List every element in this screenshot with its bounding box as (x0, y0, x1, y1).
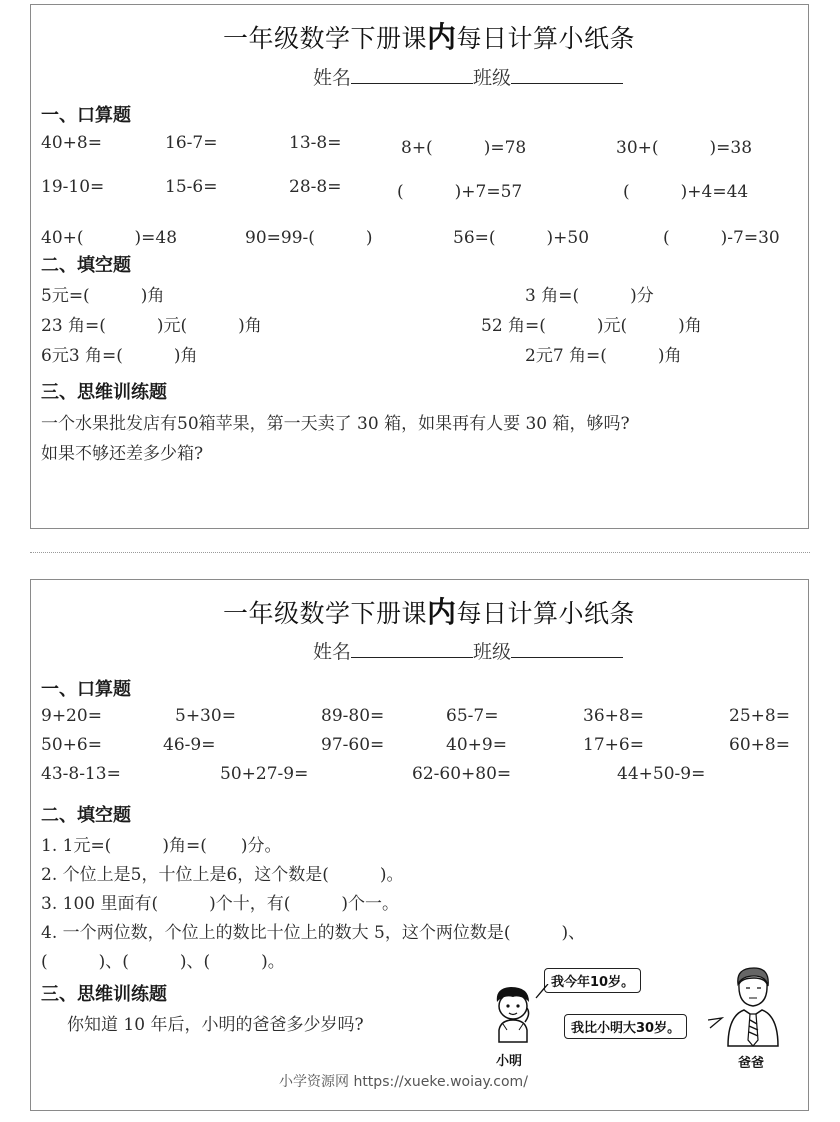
fill-item: 5元=( )角 (41, 286, 165, 306)
illustration (486, 962, 806, 1072)
cut-line-divider (30, 552, 810, 553)
speech-tail-icon (708, 1016, 724, 1032)
name-class-row (313, 63, 623, 90)
worksheet-1 (30, 4, 809, 529)
problem: ( )-7=30 (663, 228, 780, 248)
problem: 40+8= (41, 133, 102, 153)
problem: 28-8= (289, 177, 342, 197)
problem: 25+8= (729, 706, 790, 726)
boy-figure-icon (489, 984, 537, 1044)
name-blank[interactable] (351, 83, 473, 84)
problem: 40+9= (446, 735, 507, 755)
worksheet-title: 一年级数学下册课内每日计算小纸条 (223, 20, 636, 54)
problem: 15-6= (165, 177, 218, 197)
class-blank[interactable] (511, 657, 623, 658)
problem: 16-7= (165, 133, 218, 153)
word-problem-line: 一个水果批发店有50箱苹果，第一天卖了 30 箱，如果再有人要 30 箱，够吗? (41, 414, 630, 434)
name-class-row (313, 637, 623, 664)
fill-item: 3 角=( )分 (525, 286, 654, 306)
problem: 8+( )=78 (401, 138, 527, 158)
dad-figure-icon (724, 964, 782, 1048)
section-heading-oral-calc: 一、口算题 (41, 105, 131, 126)
worksheet-2 (30, 579, 809, 1111)
class-blank[interactable] (511, 83, 623, 84)
section-heading-thinking: 三、思维训练题 (41, 382, 167, 403)
problem: 17+6= (583, 735, 644, 755)
word-problem: 你知道 10 年后，小明的爸爸多少岁吗? (67, 1015, 364, 1035)
problem: ( )+7=57 (397, 182, 523, 202)
section-heading-thinking: 三、思维训练题 (41, 984, 167, 1005)
problem: 97-60= (321, 735, 385, 755)
dad-label: 爸爸 (738, 1056, 765, 1071)
class-label: 班级 (473, 67, 512, 89)
boy-label: 小明 (496, 1054, 523, 1069)
problem: ( )+4=44 (623, 182, 749, 202)
problem: 5+30= (175, 706, 236, 726)
problem: 46-9= (163, 735, 216, 755)
problem: 43-8-13= (41, 764, 121, 784)
problem: 44+50-9= (617, 764, 706, 784)
footer-source-text: 小学资源网 https://xueke.woiay.com/ (279, 1074, 528, 1090)
name-blank[interactable] (351, 657, 473, 658)
problem: 40+( )=48 (41, 228, 178, 248)
name-label: 姓名 (313, 67, 352, 89)
problem: 90=99-( ) (245, 228, 373, 248)
section-heading-oral-calc: 一、口算题 (41, 679, 131, 700)
fill-item: 2. 个位上是5，十位上是6，这个数是( )。 (41, 865, 404, 885)
fill-item: ( )、( )、( )。 (41, 952, 285, 972)
section-heading-fill-blank: 二、填空题 (41, 805, 131, 826)
worksheet-title: 一年级数学下册课内每日计算小纸条 (223, 595, 636, 629)
problem: 13-8= (289, 133, 342, 153)
problem: 60+8= (729, 735, 790, 755)
name-label: 姓名 (313, 641, 352, 663)
fill-item: 3. 100 里面有( )个十，有( )个一。 (41, 894, 400, 914)
problem: 89-80= (321, 706, 385, 726)
fill-item: 2元7 角=( )角 (525, 346, 682, 366)
fill-item: 52 角=( )元( )角 (481, 316, 702, 336)
speech-tail-icon (534, 984, 550, 1000)
class-label: 班级 (473, 641, 512, 663)
problem: 56=( )+50 (453, 228, 590, 248)
section-heading-fill-blank: 二、填空题 (41, 255, 131, 276)
fill-item: 23 角=( )元( )角 (41, 316, 262, 336)
problem: 9+20= (41, 706, 102, 726)
fill-item: 4. 一个两位数，个位上的数比十位上的数大 5，这个两位数是( )、 (41, 923, 586, 943)
problem: 19-10= (41, 177, 105, 197)
boy-speech-bubble: 我今年10岁。 (544, 968, 641, 993)
problem: 62-60+80= (412, 764, 512, 784)
problem: 30+( )=38 (616, 138, 753, 158)
dad-speech-bubble: 我比小明大30岁。 (564, 1014, 687, 1039)
problem: 36+8= (583, 706, 644, 726)
fill-item: 1. 1元=( )角=( )分。 (41, 836, 282, 856)
problem: 50+27-9= (220, 764, 309, 784)
problem: 50+6= (41, 735, 102, 755)
word-problem-line: 如果不够还差多少箱? (41, 444, 204, 464)
problem: 65-7= (446, 706, 499, 726)
fill-item: 6元3 角=( )角 (41, 346, 198, 366)
